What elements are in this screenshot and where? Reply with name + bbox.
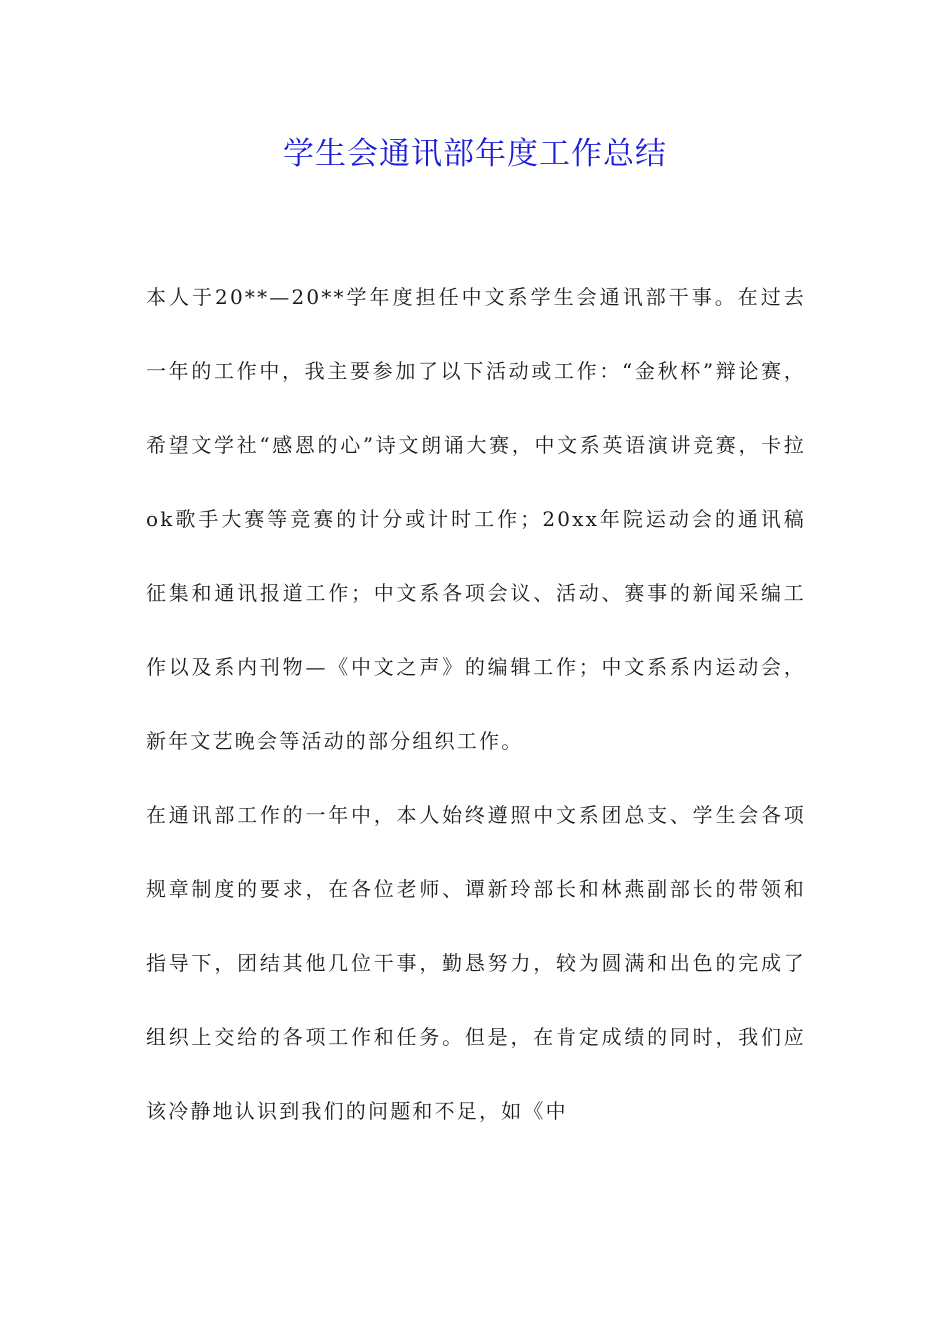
document-title: 学生会通讯部年度工作总结 bbox=[283, 136, 667, 172]
paragraph-2: 在通讯部工作的一年中，本人始终遵照中文系团总支、学生会各项规章制度的要求，在各位老师、谭新玲部长和林燕副部长的带领和指导下，团结其他几位干事，勤恳努力，较为圆满和出色的完成了组织上交给的各项工作和任务。但是，在肯定成绩的同时，我们应该冷静地认识到我们的问题和不足，如《中 bbox=[146, 803, 806, 1123]
paragraph-1: 本人于20**—20**学年度担任中文系学生会通讯部干事。在过去一年的工作中，我主要参加了以下活动或工作：“金秋杯”辩论赛，希望文学社“感恩的心”诗文朗诵大赛，中文系英语演讲竞赛，卡拉ok歌手大赛等竞赛的计分或计时工作；20xx年院运动会的通讯稿征集和通讯报道工作；中文系各项会议、活动、赛事的新闻采编工作以及系内刊物—《中文之声》的编辑工作；中文系系内运动会，新年文艺晚会等活动的部分组织工作。 bbox=[146, 285, 806, 753]
document-body bbox=[146, 260, 806, 1148]
